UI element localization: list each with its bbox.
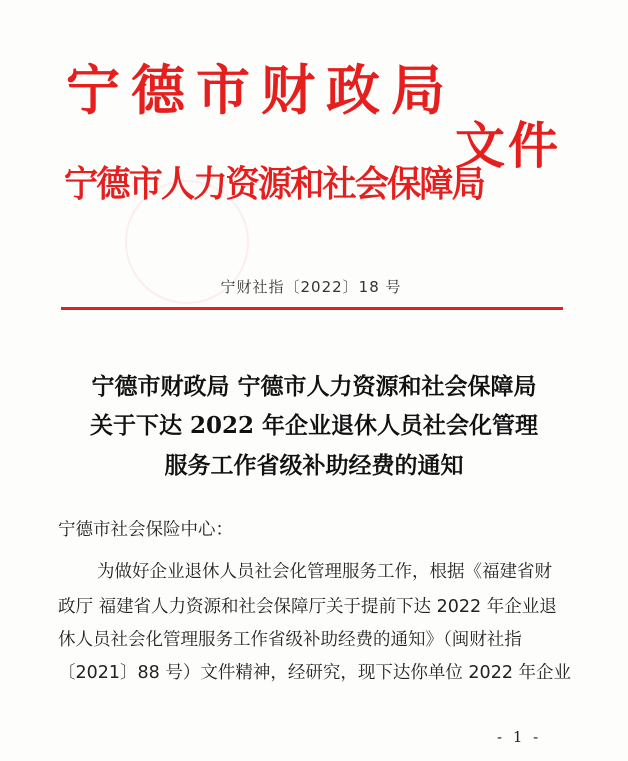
document-title-line-2: 关于下达 2022 年企业退休人员社会化管理 (89, 412, 539, 439)
document-title-line-3: 服务工作省级补助经费的通知 (164, 452, 464, 479)
body-line: 为做好企业退休人员社会化管理服务工作，根据《福建省财 (97, 562, 552, 582)
salutation: 宁德市社会保险中心： (58, 520, 233, 540)
document-type-label: 文件 (455, 116, 561, 175)
body-line: 政厅 福建省人力资源和社会保障厅关于提前下达 2022 年企业退 (58, 597, 557, 617)
document-number: 宁财社指〔2022〕18 号 (220, 278, 402, 296)
red-divider-line (61, 307, 563, 310)
body-line: 休人员社会化管理服务工作省级补助经费的通知》（闽财社指 (58, 630, 522, 650)
issuing-agency-primary: 宁德市财政局 (66, 58, 456, 122)
issuing-agency-secondary: 宁德市人力资源和社会保障局 (64, 163, 484, 205)
page-number: - 1 - (497, 728, 542, 746)
document-title-line-1: 宁德市财政局 宁德市人力资源和社会保障局 (91, 373, 537, 400)
body-line: 〔2021〕88 号）文件精神，经研究，现下达你单位 2022 年企业 (58, 663, 572, 683)
